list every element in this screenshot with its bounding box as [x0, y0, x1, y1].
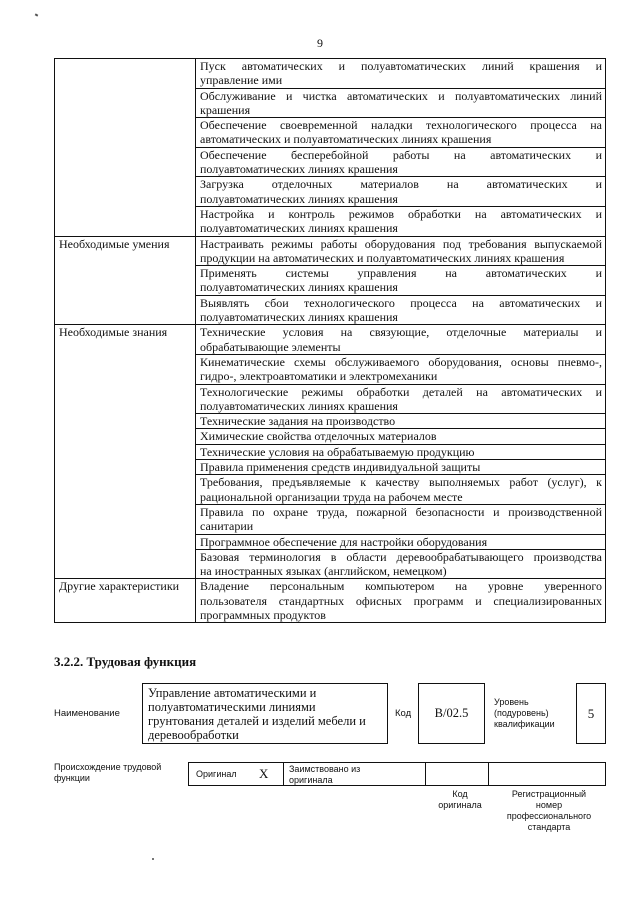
cell-text-line: полуавтоматических линиях крашения [200, 280, 398, 295]
requirement-cell [196, 384, 606, 414]
requirement-cell [196, 504, 606, 534]
code-label: Код [395, 708, 412, 719]
name-label: Наименование [54, 708, 120, 719]
cell-text-line: Обеспечение бесперебойной работы на автоматических и [200, 147, 602, 162]
cell-text-line: Химические свойства отделочных материалов [200, 429, 437, 444]
requirement-cell [196, 266, 606, 296]
origin-row [188, 762, 606, 786]
cell-text-line: автоматических и полуавтоматических линиях крашения [200, 132, 492, 147]
cell-text-line: Технические условия на связующие, отделочные материалы и [200, 325, 602, 340]
code-value-box: B/02.5 [418, 683, 485, 744]
original-label: Оригинал [196, 769, 237, 779]
requirement-cell [196, 444, 606, 459]
table-row [55, 579, 606, 623]
cell-text-line: программных продуктов [200, 607, 326, 622]
cell-text-line: гидро-, электроавтоматики и электромеханики [200, 369, 438, 384]
requirement-cell [196, 534, 606, 549]
original-mark: X [259, 766, 269, 781]
cell-text-line: Настраивать режимы работы оборудования под требования выпускаемой [200, 236, 602, 251]
requirement-cell [196, 118, 606, 148]
cell-text-line: полуавтоматических линиях крашения [200, 221, 398, 236]
table-row [55, 59, 606, 89]
original-code-cell [425, 762, 489, 786]
table-row [55, 325, 606, 355]
cell-text-line: Технические условия на обрабатываемую продукцию [200, 444, 475, 459]
row-group-label: Необходимые умения [55, 236, 196, 325]
requirements-table [54, 58, 606, 623]
cell-text-line: пользователя стандартных офисных программ и специализированных [200, 593, 602, 608]
requirement-cell [196, 549, 606, 579]
origin-label: Происхождение трудовой функции [54, 762, 162, 783]
requirement-cell [196, 236, 606, 266]
cell-text-line: Программное обеспечение для настройки оборудования [200, 534, 488, 549]
requirement-cell [196, 429, 606, 444]
cell-text-line: Применять системы управления на автоматических и [200, 266, 602, 281]
cell-text-line: Технологические режимы обработки деталей на автоматических и [200, 384, 602, 399]
row-group-label: Другие характеристики [55, 579, 196, 623]
cell-text-line: продукции на автоматических и полуавтоматических линиях крашения [200, 250, 565, 265]
code-caption: Код оригинала [438, 789, 482, 810]
cell-text-line: обрабатывающие элементы [200, 339, 341, 354]
level-label: Уровень (подуровень) квалификации [494, 697, 555, 729]
cell-text-line: рациональной организации труда на рабочем месте [200, 489, 463, 504]
cell-text-line: Правила применения средств индивидуальной защиты [200, 460, 481, 475]
reg-caption: Регистрационный номер профессионального стандарта [506, 789, 592, 832]
requirement-cell [196, 59, 606, 89]
cell-text-line: Настройка и контроль режимов обработки на автоматических и [200, 206, 602, 221]
cell-text-line: полуавтоматических линиях крашения [200, 310, 398, 325]
cell-text-line: Обслуживание и чистка автоматических и полуавтоматических линий [200, 88, 602, 103]
row-group-label: Необходимые знания [55, 325, 196, 579]
page-number: 9 [317, 36, 323, 50]
reg-number-cell [488, 762, 606, 786]
borrowed-label: Заимствовано из оригинала [289, 764, 361, 785]
requirement-cell [196, 460, 606, 475]
requirement-cell [196, 579, 606, 623]
function-name-box: Управление автоматическими и полуавтоматическими линиями грунтования деталей и изделий мебели и деревообработки [142, 683, 388, 744]
requirement-cell [196, 325, 606, 355]
requirement-cell [196, 354, 606, 384]
section-title: 3.2.2. Трудовая функция [54, 654, 197, 669]
scan-speck [35, 13, 39, 16]
cell-text-line: полуавтоматических линиях крашения [200, 398, 398, 413]
cell-text-line: полуавтоматических линиях крашения [200, 191, 398, 206]
requirement-cell [196, 414, 606, 429]
requirement-cell [196, 206, 606, 236]
cell-text-line: Обеспечение своевременной наладки технологического процесса на [200, 118, 602, 133]
cell-text-line: крашения [200, 102, 251, 117]
requirement-cell [196, 295, 606, 325]
cell-text-line: полуавтоматических линиях крашения [200, 162, 398, 177]
cell-text-line: управление ими [200, 73, 283, 88]
cell-text-line: Технические задания на производство [200, 414, 396, 429]
requirement-cell [196, 147, 606, 177]
cell-text-line: Требования, предъявляемые к качеству выполняемых работ (услуг), к [200, 475, 602, 490]
cell-text-line: санитарии [200, 519, 254, 534]
original-cell [188, 762, 284, 786]
level-value-box: 5 [576, 683, 606, 744]
cell-text-line: Выявлять сбои технологического процесса на автоматических и [200, 295, 602, 310]
cell-text-line: Правила по охране труда, пожарной безопасности и производственной [200, 504, 602, 519]
cell-text-line: на иностранных языках (английском, немецком) [200, 564, 447, 579]
requirement-cell [196, 88, 606, 118]
borrowed-cell [283, 762, 426, 786]
requirement-cell [196, 177, 606, 207]
cell-text-line: Владение персональным компьютером на уровне уверенного [200, 579, 602, 594]
cell-text-line: Базовая терминология в области деревообрабатывающего производства [200, 549, 602, 564]
requirement-cell [196, 475, 606, 505]
row-group-label [55, 59, 196, 237]
scan-speck [152, 858, 154, 860]
table-row [55, 236, 606, 266]
cell-text-line: Кинематические схемы обслуживаемого оборудования, основы пневмо-, [200, 354, 602, 369]
cell-text-line: Пуск автоматических и полуавтоматических линий крашения и [200, 59, 602, 73]
cell-text-line: Загрузка отделочных материалов на автоматических и [200, 177, 602, 192]
